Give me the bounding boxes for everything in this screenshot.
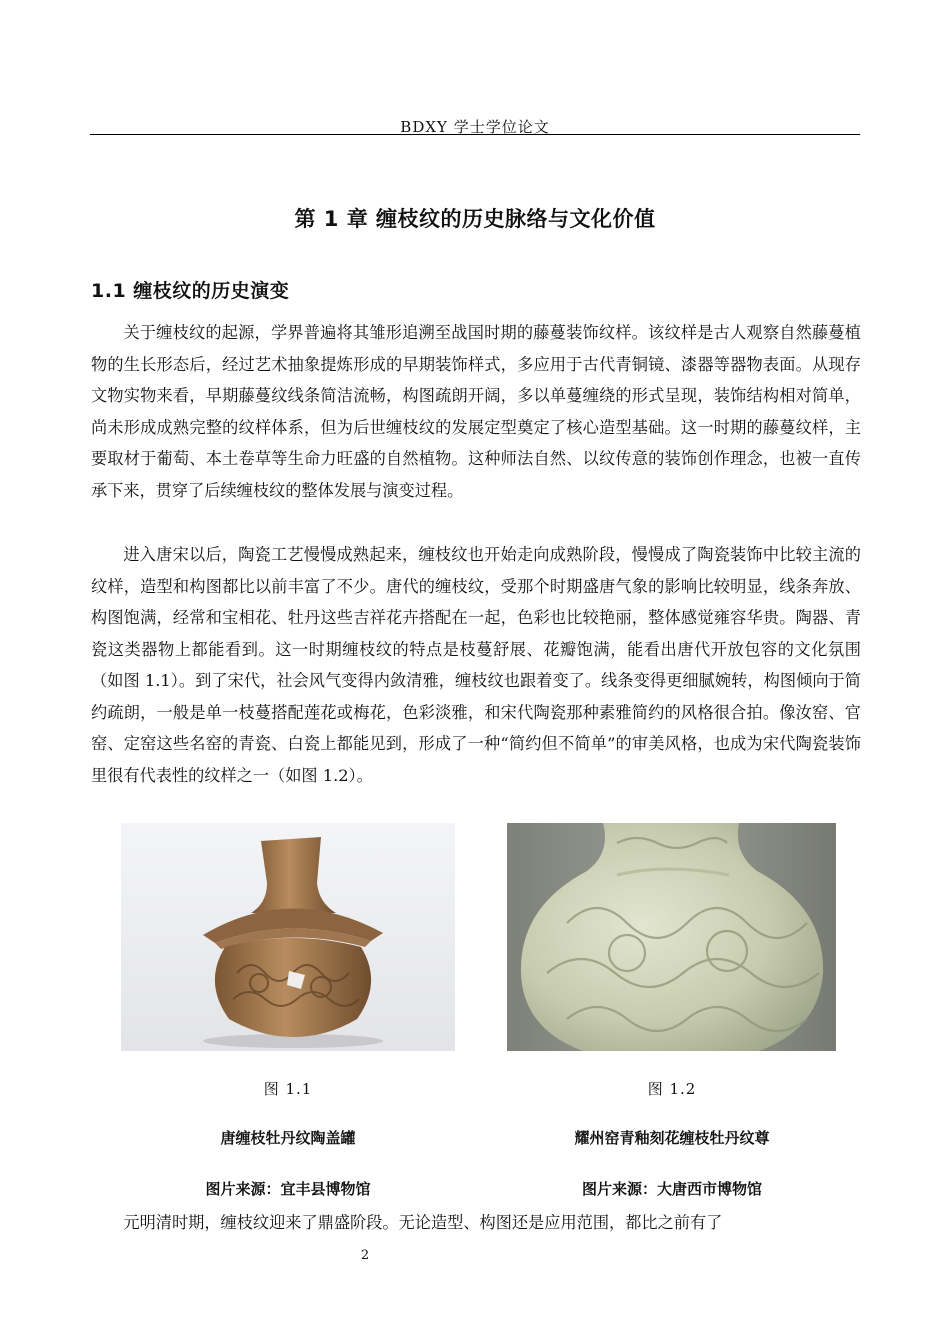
figure-1-2-number: 图 1.2 <box>647 1080 697 1098</box>
section-title: 1.1 缠枝纹的历史演变 <box>91 280 290 302</box>
chapter-title: 第 1 章 缠枝纹的历史脉络与文化价值 <box>294 207 656 231</box>
figure-1-1-number: 图 1.1 <box>263 1080 313 1098</box>
body-paragraph-3: 元明清时期，缠枝纹迎来了鼎盛阶段。无论造型、构图还是应用范围，都比之前有了 <box>123 1213 723 1232</box>
body-paragraph-1: 关于缠枝纹的起源，学界普遍将其雏形追溯至战国时期的藤蔓装饰纹样。该纹样是古人观察自然藤蔓植物的生长形态后，经过艺术抽象提炼形成的早期装饰样式，多应用于古代青铜镜、漆器等器物表面。从现存文物实物来看，早期藤蔓纹线条简洁流畅，构图疏朗开阔，多以单蔓缠绕的形式呈现，装饰结构相对简单，尚未形成成熟完整的纹样体系，但为后世缠枝纹的发展定型奠定了核心造型基础。这一时期的藤蔓纹样，主要取材于葡萄、本土卷草等生命力旺盛的自然植物。这种师法自然、以纹传意的装饰创作理念，也被一直传承下来，贯穿了后续缠枝纹的整体发展与演变过程。 <box>91 323 861 500</box>
header-rule <box>90 134 860 135</box>
figure-1-1-caption: 唐缠枝牡丹纹陶盖罐 <box>220 1129 356 1147</box>
figure-1-1-source: 图片来源：宜丰县博物馆 <box>205 1180 371 1198</box>
figure-1-2-image <box>507 823 836 1051</box>
figure-1-2-source: 图片来源：大唐西市博物馆 <box>581 1180 762 1198</box>
page-header: BDXY 学士学位论文 <box>400 118 550 136</box>
page-number: 2 <box>360 1248 370 1263</box>
body-paragraph-2: 进入唐宋以后，陶瓷工艺慢慢成熟起来，缠枝纹也开始走向成熟阶段，慢慢成了陶瓷装饰中比较主流的纹样，造型和构图都比以前丰富了不少。唐代的缠枝纹，受那个时期盛唐气象的影响比较明显，线条奔放、构图饱满，经常和宝相花、牡丹这些吉祥花卉搭配在一起，色彩也比较艳丽，整体感觉雍容华贵。陶器、青瓷这类器物上都能看到。这一时期缠枝纹的特点是枝蔓舒展、花瓣饱满，能看出唐代开放包容的文化氛围（如图 1.1）。到了宋代，社会风气变得内敛清雅，缠枝纹也跟着变了。线条变得更细腻婉转，构图倾向于简约疏朗，一般是单一枝蔓搭配莲花或梅花，色彩淡雅，和宋代陶瓷那种素雅简约的风格很合拍。像汝窑、官窑、定窑这些名窑的青瓷、白瓷上都能见到，形成了一种“简约但不简单”的审美风格，也成为宋代陶瓷装饰里很有代表性的纹样之一（如图 1.2）。 <box>91 545 861 785</box>
figure-1-1-image <box>121 823 455 1051</box>
figure-1-2-caption: 耀州窑青釉刻花缠枝牡丹纹尊 <box>574 1129 770 1147</box>
